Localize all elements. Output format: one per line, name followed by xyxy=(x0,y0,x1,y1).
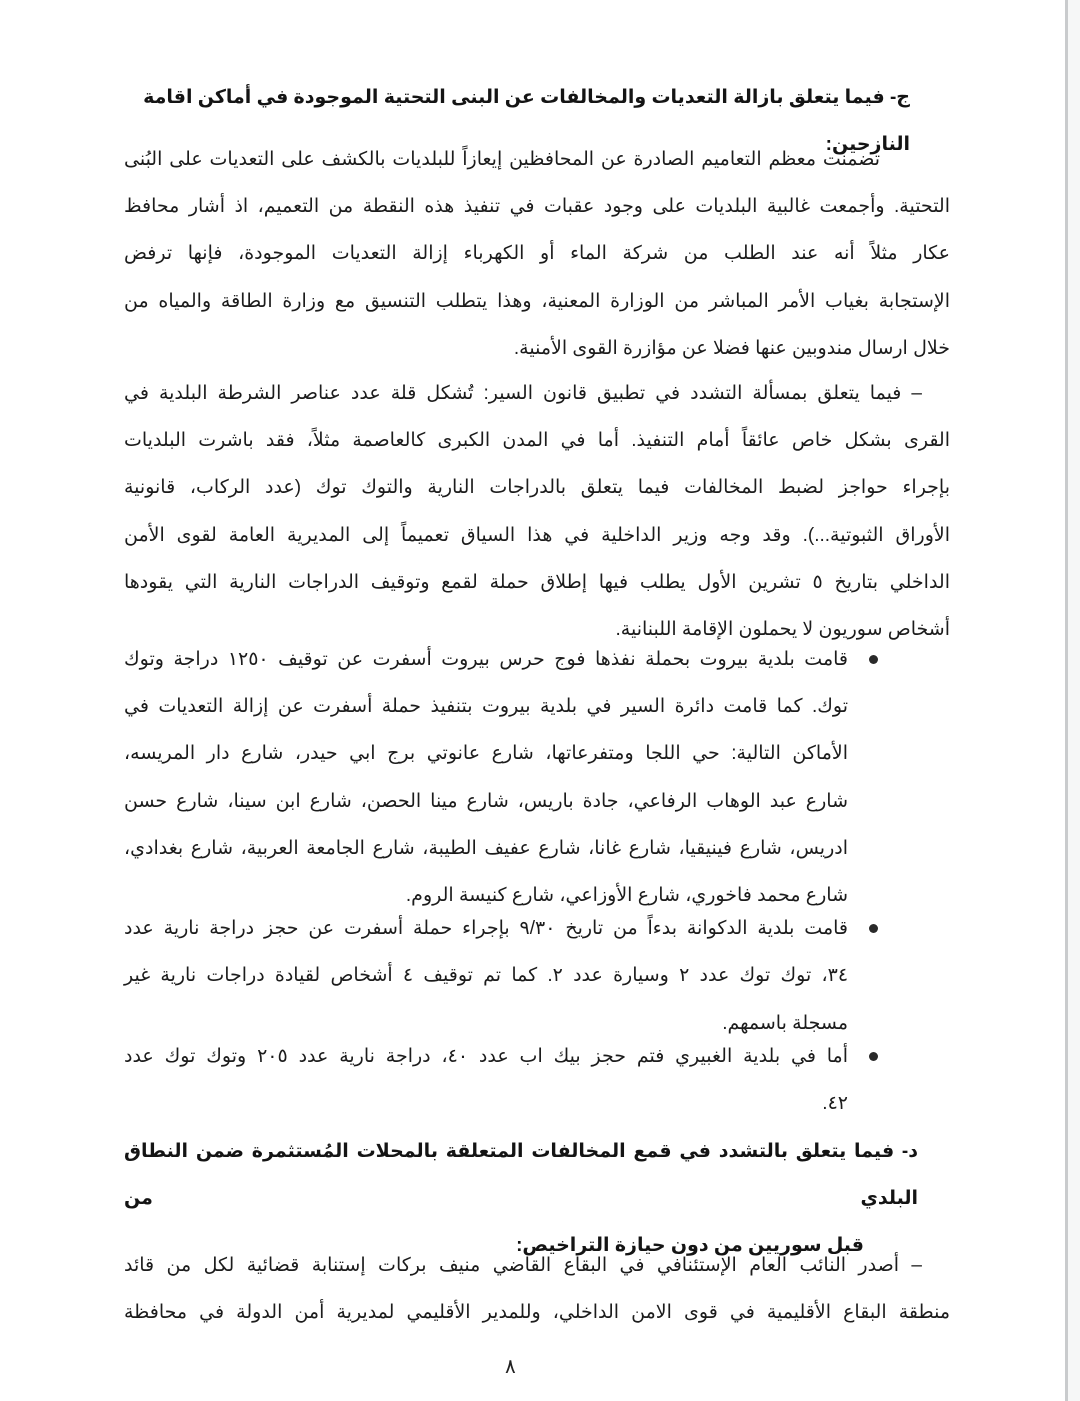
text-line: الإستجابة بغياب الأمر المباشر من الوزارة المعنية، وهذا يتطلب التنسيق مع وزارة الطاقة والمياه من xyxy=(124,290,950,312)
text-line: التحتية. وأجمعت غالبية البلديات على وجود عقبات في تنفيذ هذه النقطة من التعميم، اذ أشار محافظ xyxy=(124,196,950,218)
bullet-dot-icon xyxy=(869,1052,878,1061)
scan-edge-line xyxy=(1065,0,1068,1401)
text-line: قامت بلدية الدكوانة بدءاً من تاريخ ٩/٣٠ بإجراء حملة أسفرت عن حجز دراجة نارية عدد xyxy=(124,918,849,940)
bullet-list xyxy=(124,636,950,1127)
text-line: شارع محمد فاخوري، شارع الأوزاعي، شارع كنيسة الروم. xyxy=(405,884,848,906)
text-line: عكار مثلاً أنه عند الطلب من شركة الماء أو الكهرباء إزالة التعديات الموجودة، فإنها ترفض xyxy=(124,243,950,265)
bullet-dot-icon xyxy=(869,924,878,933)
text-line: منطقة البقاع الأقليمية في قوى الامن الداخلي، وللمدير الأقليمي لمديرية أمن الدولة في محافظة xyxy=(124,1302,950,1324)
text-line: ٤٢. xyxy=(822,1092,848,1114)
page-number: ٨ xyxy=(505,1356,516,1378)
paragraph-bekaa-prosecutor xyxy=(124,1242,950,1336)
text-line: خلال ارسال مندوبين عنها فضلا عن مؤازرة القوى الأمنية. xyxy=(513,337,950,359)
text-line: الأوراق الثبوتية...). وقد وجه وزير الداخلية في هذا السياق تعميماً إلى المديرية العامة لقوى الأمن xyxy=(124,524,950,546)
section-heading-j: ج- فيما يتعلق بازالة التعديات والمخالفات عن البنى التحتية الموجودة في أماكن اقامة النازحين: xyxy=(143,87,910,155)
text-line: الداخلي بتاريخ ٥ تشرين الأول يطلب فيها إطلاق حملة لقمع وتوقيف الدراجات النارية التي يقودها xyxy=(124,571,950,593)
text-line: مسجلة باسمهم. xyxy=(722,1012,848,1034)
text-line: توك. كما قامت دائرة السير في بلدية بيروت بتنفيذ حملة أسفرت عن إزالة التعديات في xyxy=(124,696,848,718)
text-line: أشخاص سوريون لا يحملون الإقامة اللبنانية. xyxy=(615,618,950,640)
heading-line: د- فيما يتعلق بالتشدد في قمع المخالفات المتعلقة بالمحلات المُستثمرة ضمن النطاق البلدي من xyxy=(124,1141,918,1209)
bullet-item-ghobeiry xyxy=(124,1033,950,1127)
text-line: أما في بلدية الغبيري فتم حجز بيك اب عدد ٤٠، دراجة نارية عدد ٢٠٥ وتوك توك عدد xyxy=(124,1045,849,1067)
heading-line: قبل سوريين من دون حيازة التراخيص: xyxy=(516,1235,864,1256)
bullet-dot-icon xyxy=(869,655,878,664)
text-line: تضمنت معظم التعاميم الصادرة عن المحافظين إيعازاً للبلديات بالكشف على التعديات على البُنى xyxy=(124,149,880,170)
text-line: بإجراء حواجز لضبط المخالفات فيما يتعلق بالدراجات النارية والتوك توك (عدد الركاب، قانونية xyxy=(124,477,950,499)
text-line: الأماكن التالية: حي اللجا ومتفرعاتها، شارع عانوتي برج ابي حيدر، شارع دار المريسه، xyxy=(124,743,848,765)
bullet-item-beirut xyxy=(124,636,950,919)
text-line: – أصدر النائب العام الإستئنافي في البقاع القاضي منيف بركات إستنابة قضائية لكل من قائد xyxy=(124,1255,922,1276)
bullet-item-dekwaneh xyxy=(124,905,950,1047)
paragraph-traffic-law xyxy=(124,370,950,653)
text-line: قامت بلدية بيروت بحملة نفذها فوج حرس بيروت أسفرت عن توقيف ١٢٥٠ دراجة وتوك xyxy=(124,649,848,670)
text-line: القرى بشكل خاص عائقاً أمام التنفيذ. أما في المدن الكبرى كالعاصمة مثلاً، فقد باشرت البلديات xyxy=(124,430,950,452)
text-line: شارع عبد الوهاب الرفاعي، جادة باريس، شارع مينا الحصن، شارع ابن سينا، شارع حسن xyxy=(124,790,848,812)
text-line: ٣٤، توك توك عدد ٢ وسيارة عدد ٢. كما تم توقيف ٤ أشخاص لقيادة دراجات نارية غير xyxy=(124,965,849,987)
text-line: ادريس، شارع فينيقيا، شارع غانا، شارع عفيف الطيبة، شارع الجامعة العربية، شارع بغدادي، xyxy=(124,837,848,859)
paragraph-infrastructure xyxy=(124,136,950,372)
scan-margin xyxy=(1068,0,1080,1401)
text-line: – فيما يتعلق بمسألة التشدد في تطبيق قانون السير: تُشكل قلة عدد عناصر الشرطة البلدية في xyxy=(124,383,922,404)
